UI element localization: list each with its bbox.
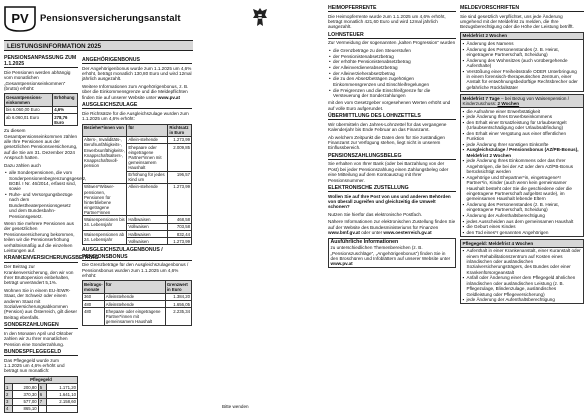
table-cell: 196,57 bbox=[168, 171, 192, 183]
list-item: • der Alleinerzieherabsetzbetrag bbox=[328, 71, 456, 76]
bullet-list bbox=[463, 109, 582, 236]
logo-text: PV bbox=[11, 11, 29, 26]
coat-of-arms-icon bbox=[252, 6, 268, 28]
paragraph: Die Richtsätze für die Ausgleichszulage wurden zum 1.1.2025 um 4,6% erhöht: bbox=[82, 110, 189, 122]
paragraph-text: Weitere Informationen zum Angehörigenbonus, z. B. über die Einkommensgrenze und die Meldepflichten finden Sie auf unserer Website unter bbox=[82, 83, 189, 100]
list-item: ▪ Änderung des Personenstandes (z. B. Heirat, eingetragene Partnerschaft, Scheidung) bbox=[463, 202, 582, 213]
list-item: ▪ Änderung des Namens bbox=[463, 41, 582, 46]
section-heading: HEIMOPFERRENTE bbox=[328, 5, 456, 12]
table-row bbox=[83, 293, 192, 300]
table-header: Gesamtpensions-einkommen bbox=[5, 94, 53, 106]
table-cell: 1.656,05 bbox=[165, 300, 191, 307]
meldefrist-box-7-days bbox=[460, 94, 584, 237]
table-row bbox=[83, 300, 192, 307]
table-cell: Ehepaare oder eingetragene Partner*innen mit gemeinsamem Haushalt bbox=[127, 144, 168, 172]
paragraph-text: Nähere Informationen zur elektronischen Zustellung finden Sie auf der Website des Bundesministeriums für Finanzen bbox=[328, 219, 456, 230]
bullet-list bbox=[463, 248, 582, 302]
paragraph: Wollen Sie auf Ihre Post von uns und anderen Behörden von überall zugreifen und gleichzeitig die Umwelt schonen? bbox=[328, 193, 451, 210]
table-cell: 865,10 bbox=[13, 405, 38, 412]
table-cell: Waisenpensionen ab 24. Lebensjahr bbox=[83, 230, 127, 245]
list-item: ▪ den Tod eines*r genannten Angehörigen bbox=[463, 230, 582, 235]
bullet-list bbox=[4, 170, 87, 219]
paragraph: Der Angehörigenbonus wurde zum 1.1.2025 um 4,6% erhöht, beträgt monatlich 130,80 Euro und wird 12mal jährlich ausgezahlt. bbox=[82, 65, 192, 82]
paragraph: mit den vom Gesetzgeber vorgesehenen Werten erhöht und auf volle Euro aufgerundet. bbox=[328, 100, 451, 111]
table-row bbox=[83, 136, 192, 143]
website-link[interactable]: www.pv.at bbox=[157, 94, 180, 100]
column-4 bbox=[328, 3, 456, 270]
info-box-heading: Ausführliche Informationen bbox=[330, 239, 399, 246]
paragraph: In den Monaten April und Oktober zahlen wir zu Ihrer monatlichen Pension eine Sonderzahlung. bbox=[4, 330, 73, 347]
section-heading: LOHNSTEUER bbox=[328, 32, 456, 39]
document-title: LEISTUNGSINFORMATION 2025 bbox=[4, 40, 193, 51]
section-heading: PENSIONSANPASSUNG ZUM 1.1.2025 bbox=[4, 55, 77, 68]
list-item: ▪ Aufenthalt in einer Krankenanstalt, einer Kuranstalt oder einem Rehabilitationszentrum auf Kosten eines inländischen oder ausländischen Sozialversicherungsträgers, des Bundes oder einer Krankenfürsorgeanstalt bbox=[463, 248, 582, 275]
section-heading: MELDEVORSCHRIFTEN bbox=[460, 5, 584, 12]
table-cell: Halbwaisen bbox=[127, 230, 168, 237]
paragraph: Wir übermitteln den Jahres-Lohnzettel für das vergangene Kalenderjahr bis Ende Februar an das Finanzamt. bbox=[328, 121, 447, 133]
list-item: • der Alleinverdienerabsetzbetrag bbox=[328, 65, 456, 70]
table-cell: 200,80 bbox=[13, 384, 38, 391]
box-heading: Pflegegeld: Meldefrist 4 Wochen bbox=[461, 240, 583, 248]
paragraph: Sie erhalten von Ihrer Bank (oder bei Barzahlung von der Post) bei jeder Pensionszahlung einen Zahlungsbeleg oder eine Mitteilung auf dem Kontoauszug mit Ihrer Pensionsnummer. bbox=[328, 161, 449, 183]
paragraph: Der Beitrag zur Krankenversicherung, den wir von Ihrer Bruttopension einbehalten, beträgt unverändert 5,1%. bbox=[4, 264, 74, 286]
list-item: ▪ jede Änderung der Aufenthaltsberechtigung bbox=[463, 297, 582, 302]
table-cell: 468,58 bbox=[168, 216, 192, 223]
bonus-table bbox=[82, 280, 192, 325]
table-cell: 3 bbox=[5, 398, 13, 405]
table-cell: 1.171,20 bbox=[47, 384, 78, 391]
info-box-text: zu unterschiedlichen Themenbereichen (z. B. „Pensionszuschläge“, „Angehörigenbonus“) finden Sie in den Broschüren und Infoblättern auf unserer Website unter bbox=[330, 245, 451, 262]
oesterreich-link[interactable]: www.oesterreich.gv.at bbox=[383, 230, 432, 236]
table-header: für bbox=[104, 281, 165, 293]
section-heading: ANGEHÖRIGENBONUS bbox=[82, 57, 192, 64]
table-header: Erhöhung bbox=[53, 94, 78, 106]
info-box bbox=[328, 238, 456, 269]
table-header: Pflegegeld bbox=[5, 376, 78, 383]
box-heading-suffix: – bei Bezug von Waisenpension / Kinderzuschuss: bbox=[462, 95, 569, 107]
table-row bbox=[83, 230, 192, 237]
bullet-list bbox=[463, 41, 582, 90]
table-row bbox=[5, 405, 78, 412]
list-item: ▪ jede Änderung Ihrer sonstigen Einkünfte bbox=[463, 142, 582, 147]
pflegegeld-table bbox=[4, 376, 78, 413]
list-item: ▪ Änderung des Wohnsitzes (auch vorübergehende Aufenthalte) bbox=[463, 58, 582, 69]
table-header: Richtsatz in Euro bbox=[168, 124, 192, 136]
column-2 bbox=[82, 55, 192, 328]
table-cell: 1.273,99 bbox=[168, 136, 192, 143]
table-header: Grenzwert in Euro bbox=[165, 281, 191, 293]
meldefrist-box-pflegegeld bbox=[460, 239, 584, 304]
table-cell: 2.235,34 bbox=[165, 308, 191, 325]
table-cell: Alleinstehende bbox=[104, 300, 165, 307]
table-cell: Witwen*Witwer-pensionen, Pensionen für hinterbliebene eingetragene Partner*innen bbox=[83, 183, 127, 216]
list-item: • der erhöhte Pensionistenabsetzbetrag bbox=[328, 59, 456, 64]
table-cell: ab 6.060,01 Euro bbox=[5, 113, 53, 125]
table-cell: 1.273,99 bbox=[168, 183, 192, 216]
box-heading bbox=[461, 95, 583, 108]
table-cell: 1 bbox=[5, 384, 13, 391]
table-cell bbox=[47, 405, 78, 412]
list-item: ▪ jede Änderung Ihres Einkommens oder das Ihrer Angehörigen, die bei der AZ oder dem AZ/PB-Bonus berücksichtigt werden bbox=[463, 158, 582, 174]
section-heading: AUSGLEICHSZULAGE bbox=[82, 102, 192, 109]
table-cell: 6 bbox=[38, 391, 46, 398]
table-cell: Alters-, Invaliditäts-, Berufsunfähigkeits-, Erwerbsunfähigkeits-, Knappschaftsalters-, Knappschaftsvoll-pension bbox=[83, 136, 127, 183]
table-row bbox=[83, 216, 192, 223]
paragraph: Ab welchem Zeitpunkt die Daten dem für Sie zuständigen Finanzamt zur Verfügung stehen, liegt nicht in unserem Einflussbereich. bbox=[328, 134, 445, 151]
section-heading: ÜBERMITTLUNG DES LOHNZETTELS bbox=[328, 113, 456, 120]
table-cell: 703,58 bbox=[168, 223, 192, 230]
table-header: für bbox=[127, 124, 168, 136]
pv-logo-icon bbox=[4, 6, 36, 32]
paragraph bbox=[82, 84, 192, 100]
paragraph: Dazu zählen auch bbox=[4, 162, 41, 168]
list-item: ▪ Angehörige und Ehepartner*in, eingetragene*r Partner*in, Kinder (auch wenn kein gemeinsamer Haushalt besteht oder Sie die geschiedene oder die eingetragene Partnerschaft aufgelöst wurde), im gemeinsamen Haushalt lebende Eltern bbox=[463, 175, 582, 202]
table-cell: Erhöhung für jedes Kind um bbox=[127, 171, 168, 183]
paragraph: Sie sind gesetzlich verpflichtet, uns jede Änderung umgehend mit der Meldefrist zu melden, die Ihre Bezugsberechtigung oder die Höhe der Leistung betrifft. bbox=[460, 13, 574, 30]
paragraph: Zur Vermeidung der sogenannten „kalten Progression“ wurden bbox=[328, 40, 456, 46]
list-item: ▪ jede Änderung Ihres Erwerbseinkommens bbox=[463, 114, 582, 119]
table-header: Beitrags-monate bbox=[84, 282, 103, 293]
bullet-list bbox=[328, 48, 456, 98]
table-cell: 577,00 bbox=[13, 398, 38, 405]
section-heading: BUNDESPFLEGEGELD bbox=[4, 349, 78, 356]
table-cell: Allein-stehende bbox=[127, 183, 168, 216]
list-item: • der Pensionistenabsetzbetrag bbox=[328, 54, 456, 59]
paragraph: Nutzen Sie hierfür das elektronische Postfach. bbox=[328, 211, 423, 217]
table-cell: Allein-stehende bbox=[127, 136, 168, 143]
table-cell: 1.641,10 bbox=[47, 391, 78, 398]
list-item: • Ruhe- und Versorgungsbezüge nach dem Bundestheaterpensionsgesetz und dem Bundesbahn-Pensionsgesetz. bbox=[4, 192, 78, 219]
page-footer: Bitte wenden bbox=[222, 404, 249, 409]
table-cell: 2 bbox=[5, 391, 13, 398]
box-heading-label: Meldefrist 7 Tage bbox=[462, 95, 500, 101]
increase-table bbox=[4, 93, 78, 126]
table-cell: Halbwaisen bbox=[127, 216, 168, 223]
table-cell: 278,76 Euro bbox=[53, 113, 78, 125]
table-cell: Vollwaisen bbox=[127, 223, 168, 230]
paragraph: Wenn Sie mehrere Pensionen aus der gesetzlichen Pensionsversicherung bekommen, teilen wir die Pensionserhöhung verhältnismäßig auf die einzelnen Leistungen auf. bbox=[4, 221, 75, 254]
column-5 bbox=[460, 3, 584, 306]
section-heading: SONDERZAHLUNGEN bbox=[4, 322, 78, 329]
table-header: Bezieher*innen von bbox=[83, 124, 127, 136]
box-heading: Meldefrist 2 Wochen bbox=[461, 33, 583, 41]
list-item: ▪ die Geburt eines Kindes bbox=[463, 224, 582, 229]
list-item: ▪ die Aufnahme einer Erwerbstätigkeit bbox=[463, 109, 582, 114]
table-cell: Vollwaisen bbox=[127, 238, 168, 245]
section-heading: ELEKTRONISCHE ZUSTELLUNG bbox=[328, 185, 456, 192]
list-item: ▪ den Erhalt einer Vergütung aus einer öffentlichen Funktion bbox=[463, 131, 582, 142]
table-cell: 2.158,60 bbox=[47, 398, 78, 405]
box-subheading: 2 Wochen bbox=[497, 101, 520, 107]
table-cell: 480 bbox=[83, 308, 105, 325]
table-cell: Alleinstehende bbox=[104, 293, 165, 300]
section-heading: AUSGLEICHSZULAGENBONUS / PENSIONSBONUS bbox=[82, 247, 192, 260]
paragraph: Zu diesem Gesamtpensionseinkommen zählen alle Ihre Pensionen aus der gesetzlichen Pensionsversicherung, auf die Sie am 31. Dezember 2024 Anspruch hatten. bbox=[4, 128, 78, 161]
list-item: ▪ jedes Ausscheiden aus dem gemeinsamen Haushalt bbox=[463, 219, 582, 224]
table-cell: bis 6.060,00 Euro bbox=[5, 106, 53, 113]
list-item: • die zu den Absetzbeträgen zugehörigen Einkommensgrenzen und Einschleifregelungen bbox=[328, 76, 456, 87]
table-cell: 1.273,99 bbox=[168, 238, 192, 245]
table-row bbox=[5, 113, 78, 125]
table-row bbox=[83, 308, 192, 325]
page-header bbox=[4, 3, 268, 39]
table-cell: 2.009,85 bbox=[168, 144, 192, 172]
section-heading: KRANKENVERSICHERUNGSBEITRAG bbox=[4, 255, 99, 262]
table-cell: 1.384,20 bbox=[165, 293, 191, 300]
list-item: ▪ Verstößung einer Freiheitsstrafe ODER Unterbringung in einem forensisch-therapeutischen Zentrum, einer Anstalt für entwöhnungsbedürftige Rechtsbrecher oder gefährliche Rückfallstäter bbox=[463, 69, 582, 91]
website-link[interactable]: www.pv.at bbox=[330, 261, 353, 267]
paragraph: Die Heimopferrente wurde zum 1.1.2025 um 4,6% erhöht, beträgt monatlich 421,60 Euro und wird 12mal jährlich ausgezahlt. bbox=[328, 13, 446, 30]
list-item: ▪ Änderung des Personenstandes (z. B. Heirat, eingetragene Partnerschaft, Scheidung) bbox=[463, 47, 582, 58]
table-row bbox=[83, 183, 192, 216]
list-item: • die Freigrenzen und die Einschleifgrenze für die Versteuerung der Sonderzahlungen bbox=[328, 88, 456, 99]
table-cell: 360 bbox=[83, 293, 105, 300]
table-cell: 5 bbox=[38, 384, 46, 391]
list-item: • alle Sonderpensionen, die vom Sonderpensionenbegrenzungsgesetz, BGBl. I Nr. 46/2014, erfasst sind, sowie bbox=[4, 170, 78, 192]
list-item: ▪ Änderung der Aufenthaltsberechtigung bbox=[463, 213, 582, 218]
table-row bbox=[5, 106, 78, 113]
list-item: ▪ Ausgleichszulage / Pensionsbonus (AZ/PB-Bonus), Meldefrist 2 Wochen bbox=[463, 147, 582, 158]
paragraph: Die Pensionen werden abhängig vom monatlichen „Gesamtpensionseinkommen“ (brutto) erhöht: bbox=[4, 69, 71, 91]
table-cell: Ehepaare oder eingetragene Partner*innen mit gemeinsamem Haushalt bbox=[104, 308, 165, 325]
table-cell: 370,30 bbox=[13, 391, 38, 398]
table-cell: 4,6% bbox=[53, 106, 78, 113]
paragraph: Die Grenzbeträge für den Ausgleichszulagenbonus / Pensionsbonus wurden zum 1.1.2025 um 4,6% erhöht: bbox=[82, 262, 189, 278]
bmf-link[interactable]: www.bmf.gv.at bbox=[328, 230, 360, 236]
organization-name: Pensionsversicherungsanstalt bbox=[40, 13, 181, 24]
table-cell: 832,44 bbox=[168, 230, 192, 237]
list-item: • die Grenzbeträge zu den Steuerstufen bbox=[328, 48, 456, 53]
paragraph-text: oder unter bbox=[361, 230, 383, 236]
table-row bbox=[5, 384, 78, 391]
table-row bbox=[5, 398, 78, 405]
paragraph: Wohnen Sie in einem EU-/EWR-Staat, der Schweiz oder einem anderen Staat mit Sozialversicherungsabkommen (Pension) aus Österreich, gilt dieser Beitrag ebenfalls. bbox=[4, 287, 78, 320]
table-cell: Waisenpensionen bis 24. Lebensjahr bbox=[83, 216, 127, 231]
table-cell: 7 bbox=[38, 398, 46, 405]
meldefrist-box-2-weeks bbox=[460, 32, 584, 92]
table-cell: 480 bbox=[83, 300, 105, 307]
ausgleichszulage-table bbox=[82, 124, 192, 246]
list-item: ▪ Anfall oder Änderung einer dem Pflegegeld ähnlichen inländischen oder ausländischen Leistung (z. B. Pflegezulage, Blindenzulage, ausländisches Geldleistung oder Pflegeversicherung) bbox=[463, 275, 582, 297]
list-item: ▪ den Erhalt einer Ersatzleistung für Urlaubsentgelt (Urlaubsentschädigung oder Urlaubsabfindung) bbox=[463, 120, 582, 131]
table-cell: 4 bbox=[5, 405, 13, 412]
paragraph bbox=[328, 219, 456, 235]
section-heading: PENSIONSZAHLUNGSBELEG bbox=[328, 153, 456, 160]
table-row bbox=[5, 391, 78, 398]
paragraph: Das Pflegegeld wurde zum 1.1.2025 um 4,6% erhöht und beträgt nun monatlich: bbox=[4, 357, 65, 374]
table-cell bbox=[38, 405, 46, 412]
